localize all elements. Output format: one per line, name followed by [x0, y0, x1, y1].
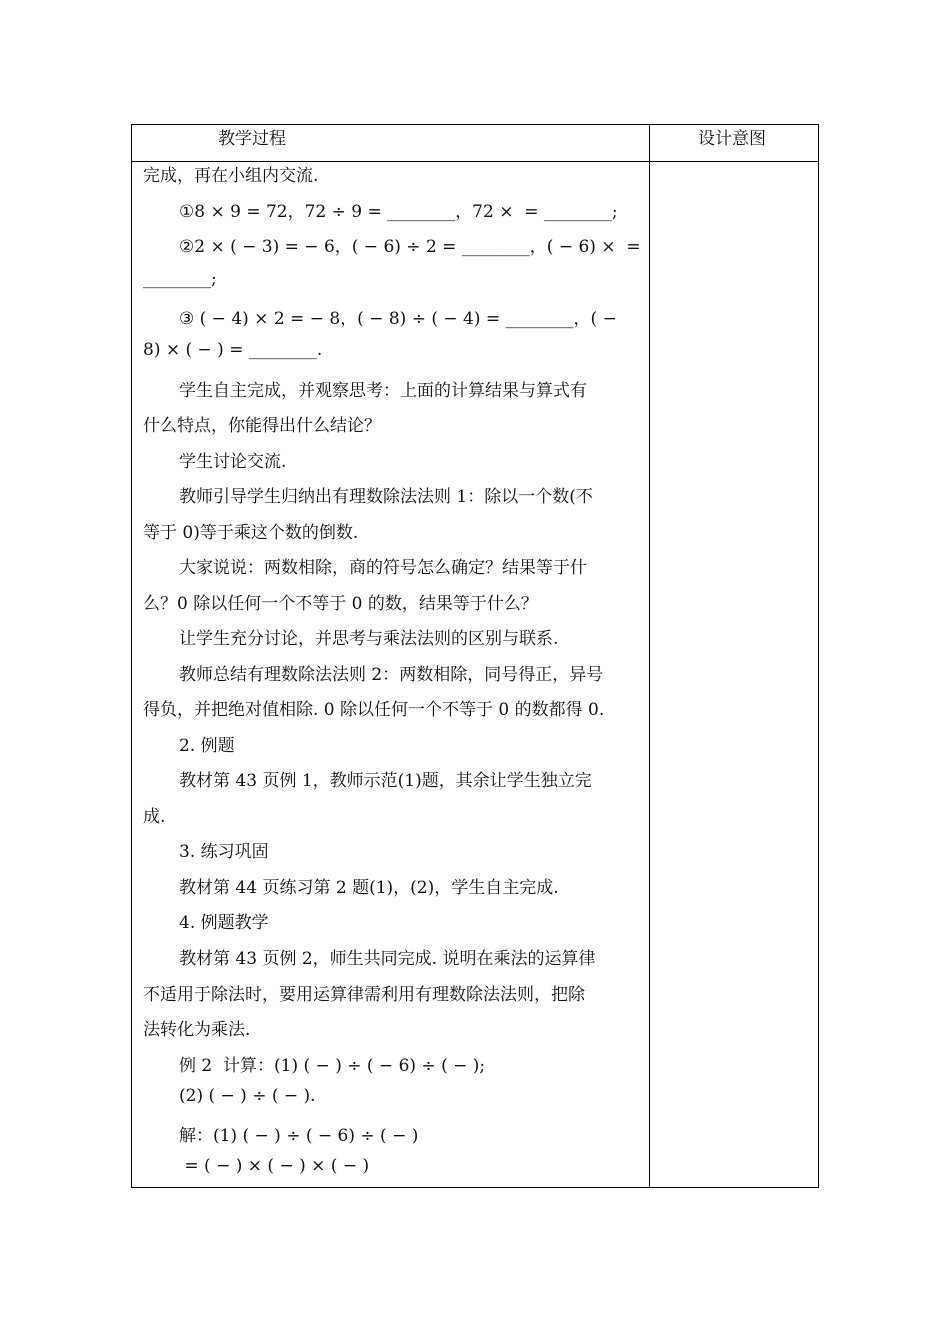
text-line: 成.	[143, 807, 166, 827]
text-line: 法转化为乘法.	[143, 1020, 251, 1040]
text-line: 2. 例题	[179, 736, 235, 756]
text-line: ②2 × ( − 3) = − 6，( − 6) ÷ 2 = ________，( − 6) × =	[179, 237, 641, 257]
text-line: 教师引导学生归纳出有理数除法法则 1：除以一个数(不	[179, 487, 593, 507]
text-line: 教师总结有理数除法法则 2：两数相除，同号得正，异号	[179, 665, 604, 685]
text-line: 3. 练习巩固	[179, 842, 269, 862]
text-line: 教材第 44 页练习第 2 题(1)，(2)，学生自主完成.	[179, 878, 559, 898]
text-line: 教材第 43 页例 2，师生共同完成. 说明在乘法的运算律	[179, 949, 596, 969]
text-line: 让学生充分讨论，并思考与乘法法则的区别与联系.	[179, 629, 559, 649]
text-line: 么？0 除以任何一个不等于 0 的数，结果等于什么？	[143, 594, 538, 614]
text-line: 不适用于除法时，要用运算律需利用有理数除法法则，把除	[143, 985, 585, 1005]
text-line: 学生讨论交流.	[179, 452, 287, 472]
header-design-intent: 设计意图	[698, 129, 766, 149]
text-line: ________;	[143, 269, 217, 289]
text-line: 得负，并把绝对值相除. 0 除以任何一个不等于 0 的数都得 0.	[143, 700, 605, 720]
lesson-table	[131, 124, 819, 1188]
text-line: ③ ( − 4) × 2 = − 8，( − 8) ÷ ( − 4) = ________，( −	[179, 309, 617, 329]
text-line: 例 2 计算：(1) ( − ) ÷ ( − 6) ÷ ( − );	[179, 1056, 486, 1076]
header-teaching-process: 教学过程	[218, 129, 286, 149]
text-line: = ( − ) × ( − ) × ( − )	[179, 1156, 370, 1176]
text-line: 8) × ( − ) = ________.	[143, 340, 323, 360]
text-line: (2) ( − ) ÷ ( − ).	[179, 1086, 316, 1106]
text-line: 等于 0)等于乘这个数的倒数.	[143, 523, 359, 543]
text-line: ①8 × 9 = 72，72 ÷ 9 = ________，72 × = ________;	[179, 202, 618, 222]
text-line: 教材第 43 页例 1，教师示范(1)题，其余让学生独立完	[179, 771, 592, 791]
text-line: 学生自主完成，并观察思考：上面的计算结果与算式有	[179, 381, 587, 401]
column-divider	[649, 125, 650, 1187]
text-line: 大家说说：两数相除，商的符号怎么确定？结果等于什	[179, 558, 587, 578]
text-line: 解：(1) ( − ) ÷ ( − 6) ÷ ( − )	[179, 1126, 419, 1146]
text-line: 4. 例题教学	[179, 913, 269, 933]
text-line: 什么特点，你能得出什么结论？	[143, 416, 381, 436]
text-line: 完成，再在小组内交流.	[143, 166, 319, 186]
